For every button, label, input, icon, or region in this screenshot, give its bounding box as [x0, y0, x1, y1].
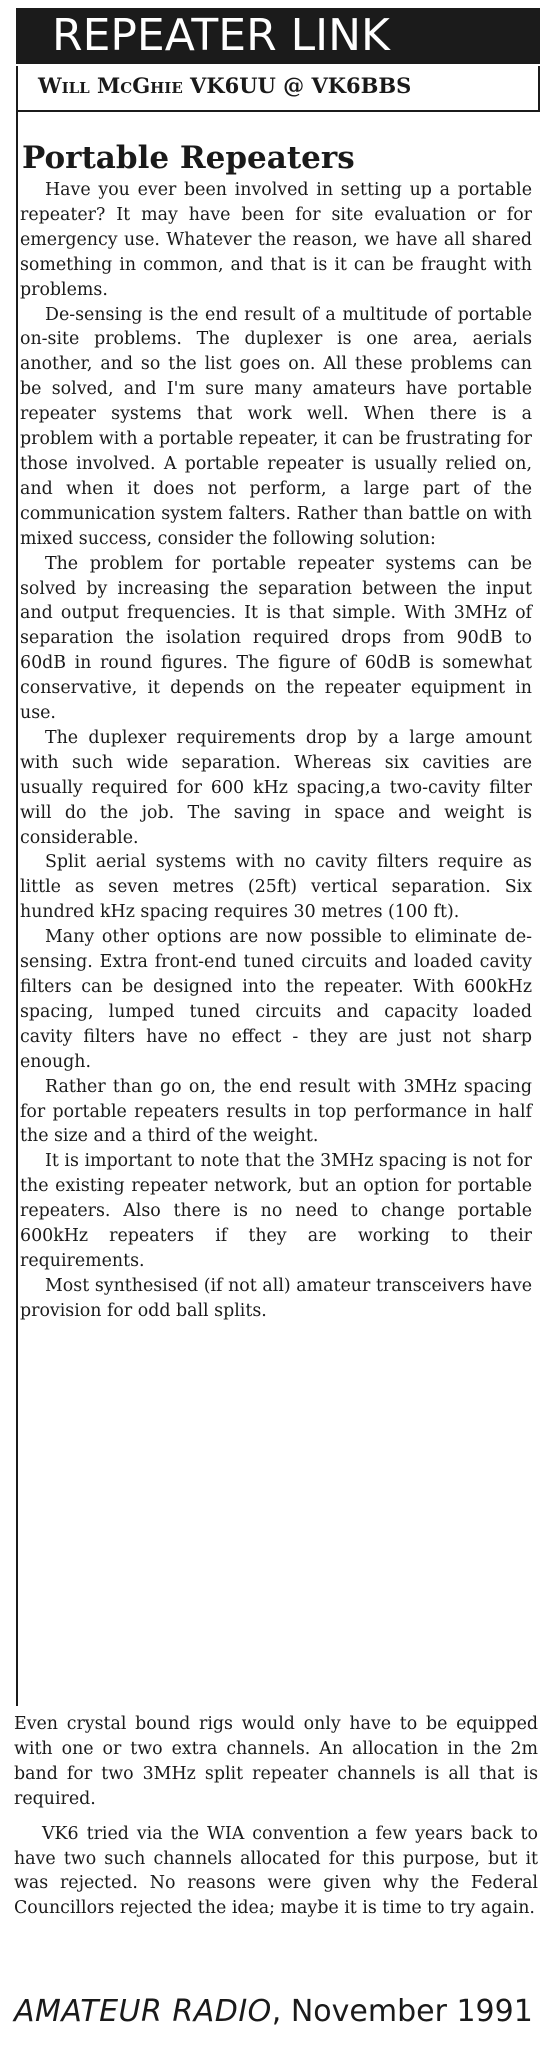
article-continuation: [14, 1712, 538, 1921]
paragraph-final: VK6 tried via the WIA convention a few years back to have two such channels allocated for this purpose, but it was rejected. No reasons were given why the Federal Councillors rejected the idea; maybe it is time to try again.: [14, 1823, 538, 1919]
author-byline-box: [16, 66, 540, 112]
publication-name: AMATEUR RADIO: [14, 1994, 272, 2029]
page-footer: [14, 1994, 544, 2029]
paragraph-3: The problem for portable repeater systems can be solved by increasing the separation between the input and output frequencies. It is that simple. With 3MHz of separation the isolation required drops from 90dB to 60dB in round figures. The figure of 60dB is somewhat conservative, it depends on the repeater equipment in use.: [20, 553, 532, 724]
paragraph-continuation: Even crystal bound rigs would only have to be equipped with one or two extra channels. An allocation in the 2m band for two 3MHz split repeater channels is all that is required.: [14, 1714, 538, 1809]
paragraph-5: Split aerial systems with no cavity filters require as little as seven metres (25ft) vertical separation. Six hundred kHz spacing requires 30 metres (100 ft).: [20, 852, 532, 923]
column-title: REPEATER LINK: [52, 10, 390, 61]
paragraph-7: Rather than go on, the end result with 3MHz spacing for portable repeaters results in top performance in half the size and a third of the weight.: [20, 1076, 532, 1147]
paragraph-9: Most synthesised (if not all) amateur transceivers have provision for odd ball splits.: [20, 1275, 532, 1321]
column-title-banner: [16, 8, 540, 64]
paragraph-4: The duplexer requirements drop by a large amount with such wide separation. Whereas six cavities are usually required for 600 kHz spacing,a two-cavity filter will do the job. The saving in space and weight is considerable.: [20, 727, 532, 848]
paragraph-1: Have you ever been involved in setting up a portable repeater? It may have been for site evaluation or for emergency use. Whatever the reason, we have all shared something in common, and that is it can be fraught with problems.: [20, 180, 532, 300]
issue-date: , November 1991: [271, 1994, 533, 2029]
paragraph-8: It is important to note that the 3MHz spacing is not for the existing repeater network, but an option for portable repeaters. Also there is no need to change portable 600kHz repeaters if they are working to their requirements.: [20, 1151, 532, 1271]
article-title: Portable Repeaters: [22, 140, 355, 176]
paragraph-2: De-sensing is the end result of a multitude of portable on-site problems. The duplexer is one area, aerials another, and so the list goes on. All these problems can be solved, and I'm sure many amateurs have portable repeater systems that work well. When there is a problem with a portable repeater, it can be frustrating for those involved. A portable repeater is usually relied on, and when it does not perform, a large part of the communication system falters. Rather than battle on with mixed success, consider the following solution:: [20, 304, 532, 549]
column-left-rule: [16, 112, 18, 1706]
article-body: [20, 178, 532, 1324]
paragraph-6: Many other options are now possible to eliminate de-sensing. Extra front-end tuned circuits and loaded cavity filters can be designed into the repeater. With 600kHz spacing, lumped tuned circuits and capacity loaded cavity filters have no effect - they are just not sharp enough.: [20, 927, 532, 1072]
author-byline: Will McGhie VK6UU @ VK6BBS: [38, 73, 412, 98]
